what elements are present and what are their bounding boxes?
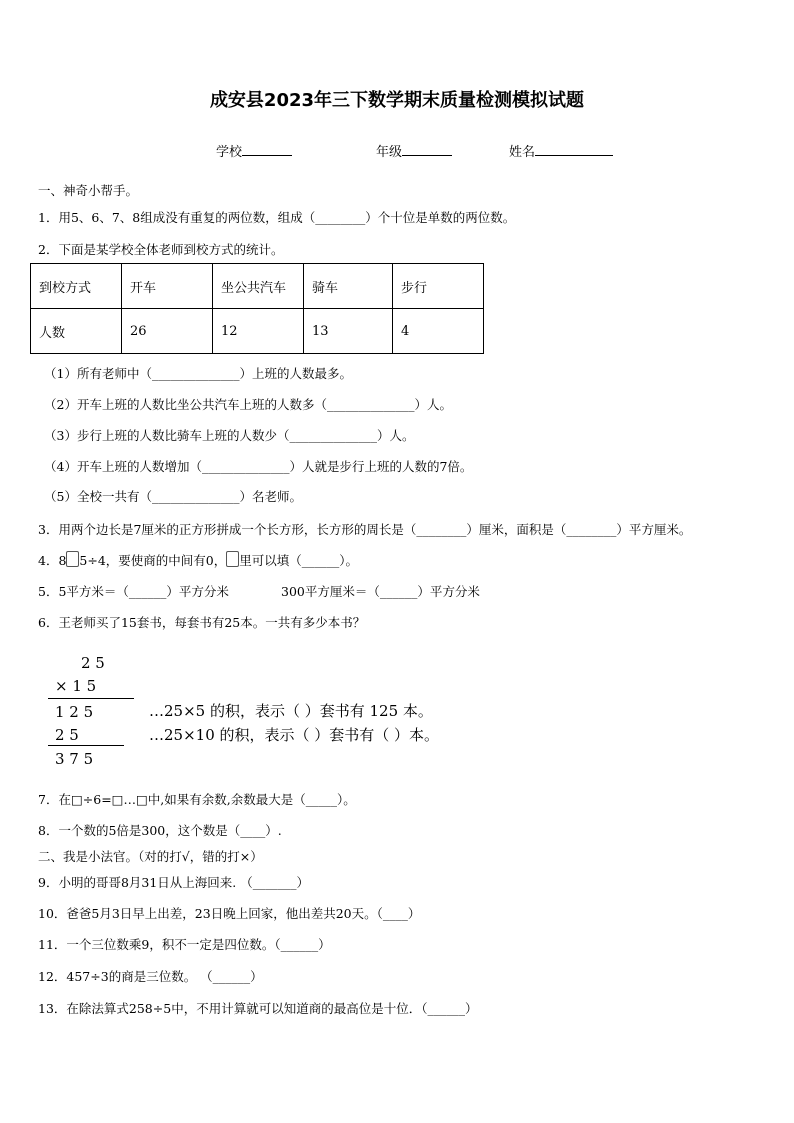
- table-cell: 12: [213, 309, 304, 354]
- table-cell: 26: [122, 309, 213, 354]
- question-9: 9．小明的哥哥8月31日从上海回来. （_______）: [38, 875, 310, 890]
- question-4-part-a: 4．8: [38, 553, 67, 568]
- calc-row-1: 2 5: [81, 654, 105, 672]
- question-3: 3．用两个边长是7厘米的正方形拼成一个长方形，长方形的周长是（________）厘米，面积是（________）平方厘米。: [38, 522, 692, 537]
- page-title: 成安县2023年三下数学期末质量检测模拟试题: [209, 90, 585, 111]
- table-cell: 4: [393, 309, 484, 354]
- question-7: 7．在□÷6=□…□中,如果有余数,余数最大是（_____）。: [38, 792, 356, 807]
- calc-row-4: 2 5: [55, 726, 79, 744]
- question-8: 8．一个数的5倍是300，这个数是（____）.: [38, 823, 282, 838]
- grade-label: 年级: [376, 145, 403, 160]
- question-2: 2．下面是某学校全体老师到校方式的统计。: [38, 242, 284, 257]
- table-row: [31, 309, 484, 354]
- question-10: 10．爸爸5月3日早上出差，23日晚上回家，他出差共20天。（____）: [38, 906, 421, 921]
- blank-box-icon: [226, 551, 239, 567]
- question-2-sub-2: （2）开车上班的人数比坐公共汽车上班的人数多（______________）人。: [44, 397, 452, 412]
- calc-rule-1: [48, 698, 134, 699]
- name-field: [509, 141, 613, 160]
- calc-row-5: 3 7 5: [55, 750, 94, 768]
- question-2-sub-5: （5）全校一共有（______________）名老师。: [44, 489, 302, 504]
- question-2-sub-4: （4）开车上班的人数增加（______________）人就是步行上班的人数的7倍。: [44, 459, 473, 474]
- table-cell: 步行: [393, 264, 484, 309]
- table-header-row: [31, 264, 484, 309]
- table-cell: 骑车: [304, 264, 393, 309]
- calc-row-2: × 1 5: [55, 677, 97, 695]
- question-1: 1．用5、6、7、8组成没有重复的两位数，组成（________）个十位是单数的两位数。: [38, 210, 516, 225]
- commute-table: [30, 263, 484, 354]
- calc-note-1: …25×5 的积，表示（ ）套书有 125 本。: [149, 702, 433, 720]
- grade-field: [376, 141, 452, 160]
- calc-row-3: 1 2 5: [55, 703, 94, 721]
- blank-box-icon: [66, 551, 79, 567]
- section-2-heading: 二、我是小法官。（对的打√，错的打×）: [38, 849, 263, 864]
- question-2-sub-1: （1）所有老师中（______________）上班的人数最多。: [44, 366, 352, 381]
- section-1-heading: 一、神奇小帮手。: [38, 183, 139, 198]
- table-cell: 坐公共汽车: [213, 264, 304, 309]
- calc-note-2: …25×10 的积，表示（ ）套书有（ ）本。: [149, 726, 440, 744]
- question-4: [38, 551, 358, 569]
- table-cell: 开车: [122, 264, 213, 309]
- school-field: [216, 141, 292, 160]
- question-6: 6．王老师买了15套书，每套书有25本。一共有多少本书？: [38, 615, 366, 630]
- question-4-part-b: 5÷4，要使商的中间有0，: [79, 553, 227, 568]
- school-label: 学校: [216, 145, 243, 160]
- question-4-part-c: 里可以填（______）。: [239, 553, 359, 568]
- question-5b: 300平方厘米＝（______）平方分米: [281, 584, 480, 599]
- question-2-sub-3: （3）步行上班的人数比骑车上班的人数少（______________）人。: [44, 428, 415, 443]
- table-cell: 到校方式: [31, 264, 122, 309]
- calc-rule-2: [48, 745, 124, 746]
- question-5a: 5．5平方米＝（______）平方分米: [38, 584, 229, 599]
- question-13: 13．在除法算式258÷5中，不用计算就可以知道商的最高位是十位．（______）: [38, 1001, 478, 1016]
- name-label: 姓名: [509, 145, 536, 160]
- table-cell: 13: [304, 309, 393, 354]
- question-12: 12．457÷3的商是三位数。 （______）: [38, 969, 263, 984]
- question-11: 11．一个三位数乘9，积不一定是四位数。（______）: [38, 937, 331, 952]
- table-cell: 人数: [31, 309, 122, 354]
